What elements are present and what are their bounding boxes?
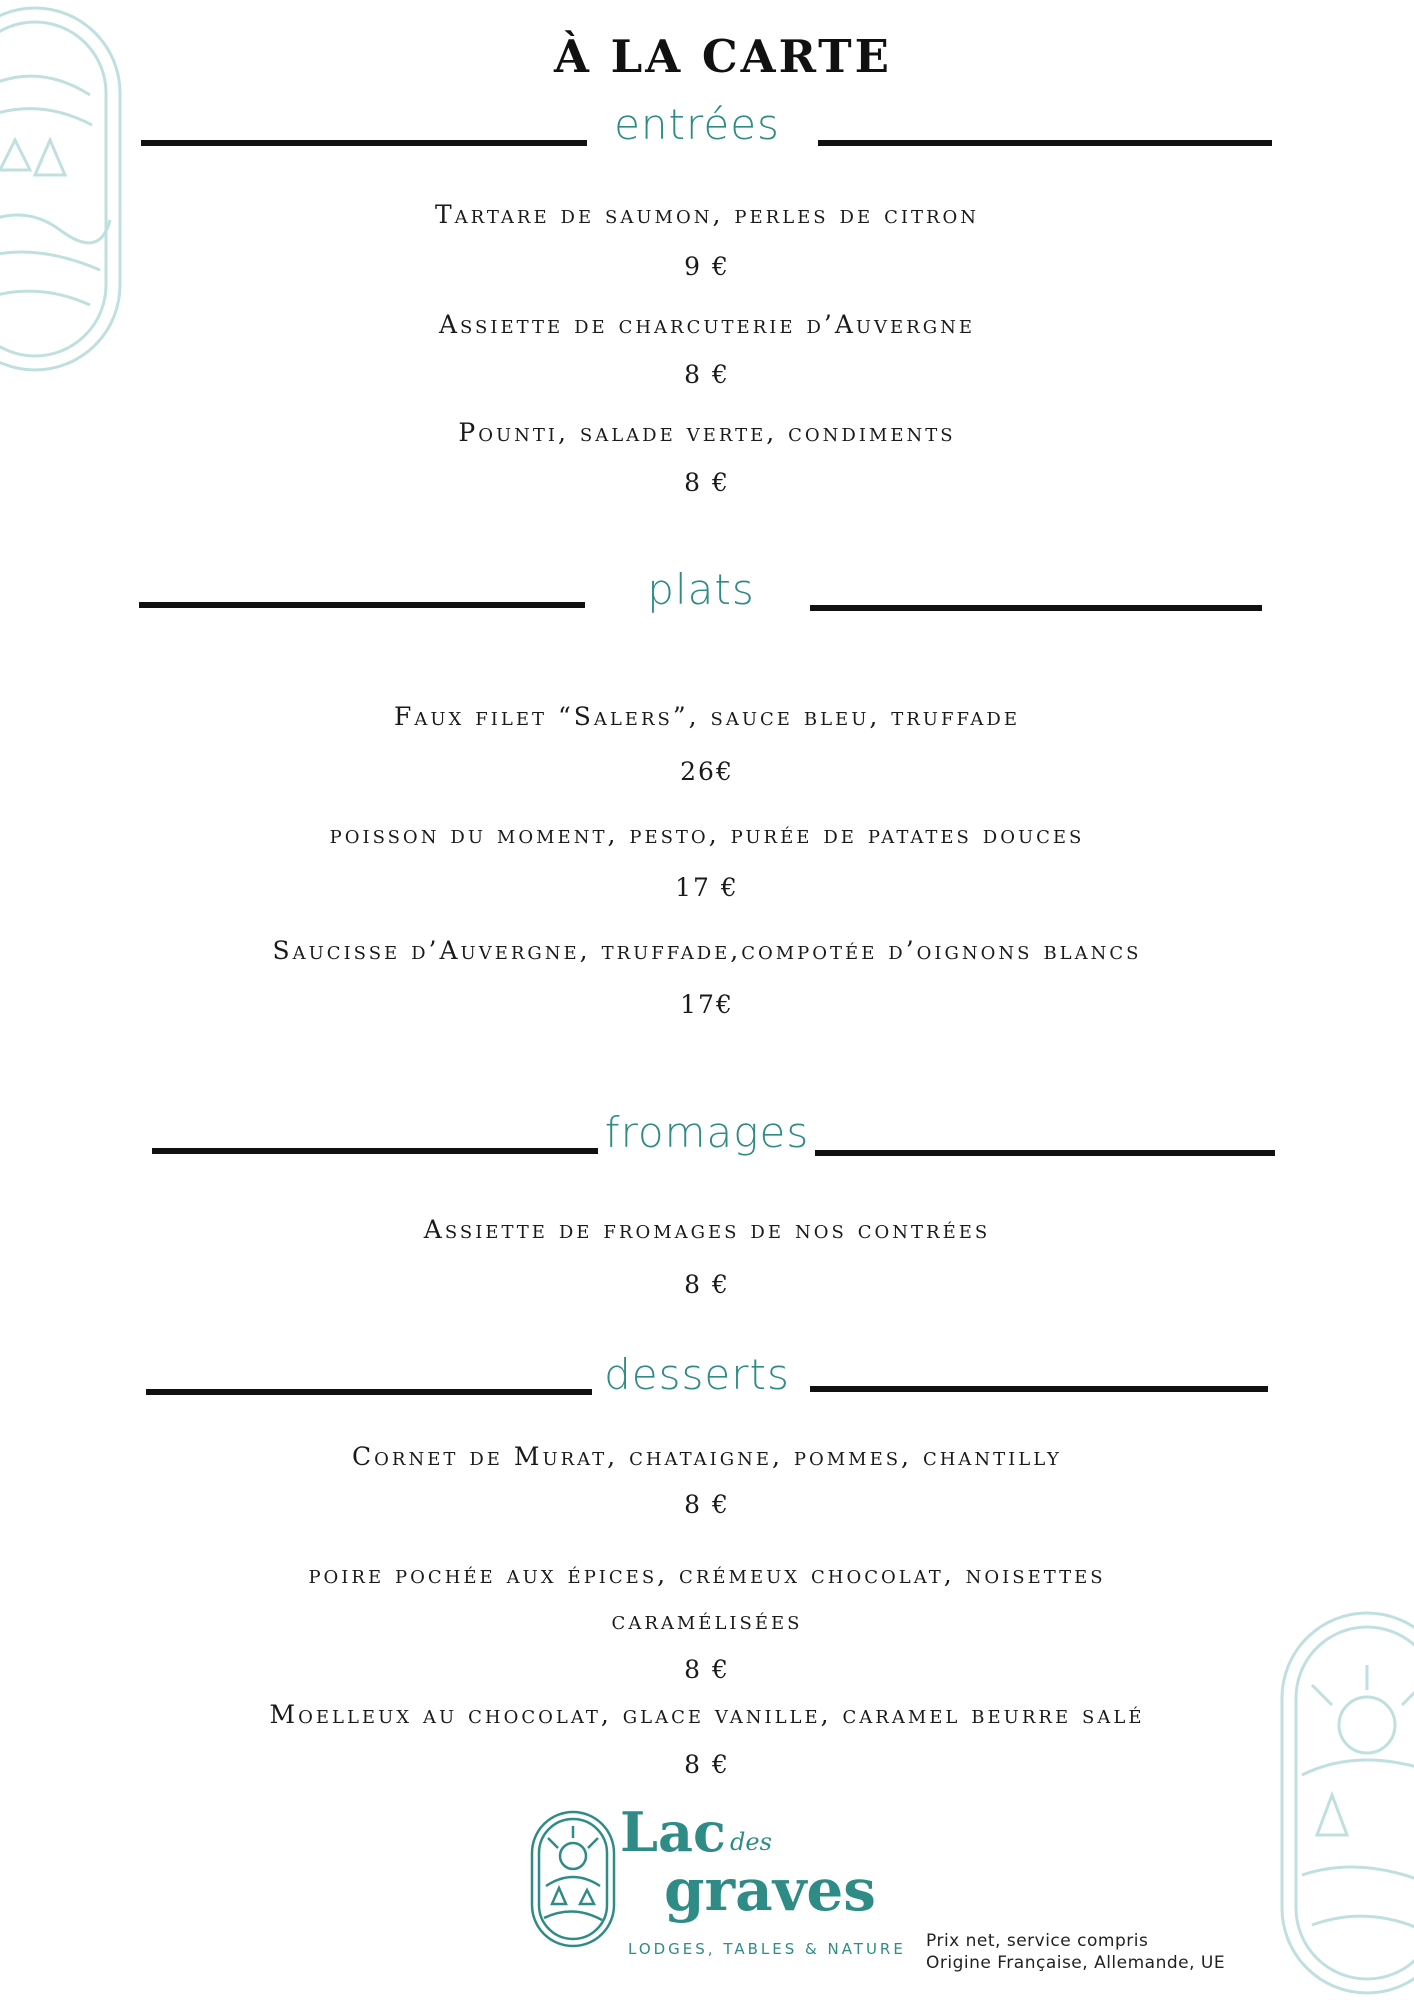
menu-item-name: Assiette de fromages de nos contrées (423, 1215, 991, 1244)
menu-item-price: 8 € (684, 1270, 730, 1299)
menu-item-price: 17 € (675, 873, 739, 902)
menu-item-price: 8 € (684, 1750, 730, 1779)
section-header-fromages (0, 1108, 1414, 1188)
menu-item-price: 8 € (684, 1655, 730, 1684)
menu-item-name: Tartare de saumon, perles de citron (434, 200, 980, 229)
menu-item-price: 17€ (680, 990, 734, 1019)
menu-item-name: Cornet de Murat, chataigne, pommes, chantilly (352, 1442, 1062, 1471)
brand-name-line2: graves (664, 1856, 876, 1924)
footer-note (926, 1930, 1225, 1974)
menu-item-price: 8 € (684, 468, 730, 497)
menu-item-name: Moelleux au chocolat, glace vanille, caramel beurre salé (269, 1700, 1145, 1729)
brand-tagline: LODGES, TABLES & NATURE (628, 1940, 906, 1958)
menu-item-name: Pounti, salade verte, condiments (458, 418, 956, 447)
menu-item-name: Assiette de charcuterie d’Auvergne (438, 310, 976, 339)
brand-emblem-icon (528, 1808, 618, 1950)
section-heading: plats (647, 565, 755, 614)
menu-item-price: 8 € (684, 360, 730, 389)
section-header-desserts (0, 1350, 1414, 1430)
menu-item-name: Faux filet “Salers”, sauce bleu, truffade (394, 702, 1020, 731)
menu-item-name: poisson du moment, pesto, purée de patates douces (329, 820, 1085, 849)
section-heading: entrées (614, 100, 780, 149)
brand-name-line1: Lac (620, 1800, 726, 1864)
menu-item-price: 9 € (684, 252, 730, 281)
menu-item-name-continued: caramélisées (611, 1606, 803, 1635)
page-title: À LA CARTE (554, 30, 892, 83)
section-header-entrees (0, 100, 1414, 180)
footer-line-2: Origine Française, Allemande, UE (926, 1953, 1226, 1973)
footer-line-1: Prix net, service compris (926, 1931, 1149, 1951)
brand-name-small: des (730, 1828, 772, 1856)
menu-item-name: poire pochée aux épices, crémeux chocolat, noisettes (308, 1560, 1106, 1589)
section-heading: desserts (604, 1350, 790, 1399)
menu-item-name: Saucisse d’Auvergne, truffade,compotée d’oignons blancs (272, 936, 1142, 965)
menu-item-price: 26€ (680, 757, 734, 786)
menu-item-price: 8 € (684, 1490, 730, 1519)
section-header-plats (0, 565, 1414, 645)
section-heading: fromages (604, 1108, 810, 1157)
